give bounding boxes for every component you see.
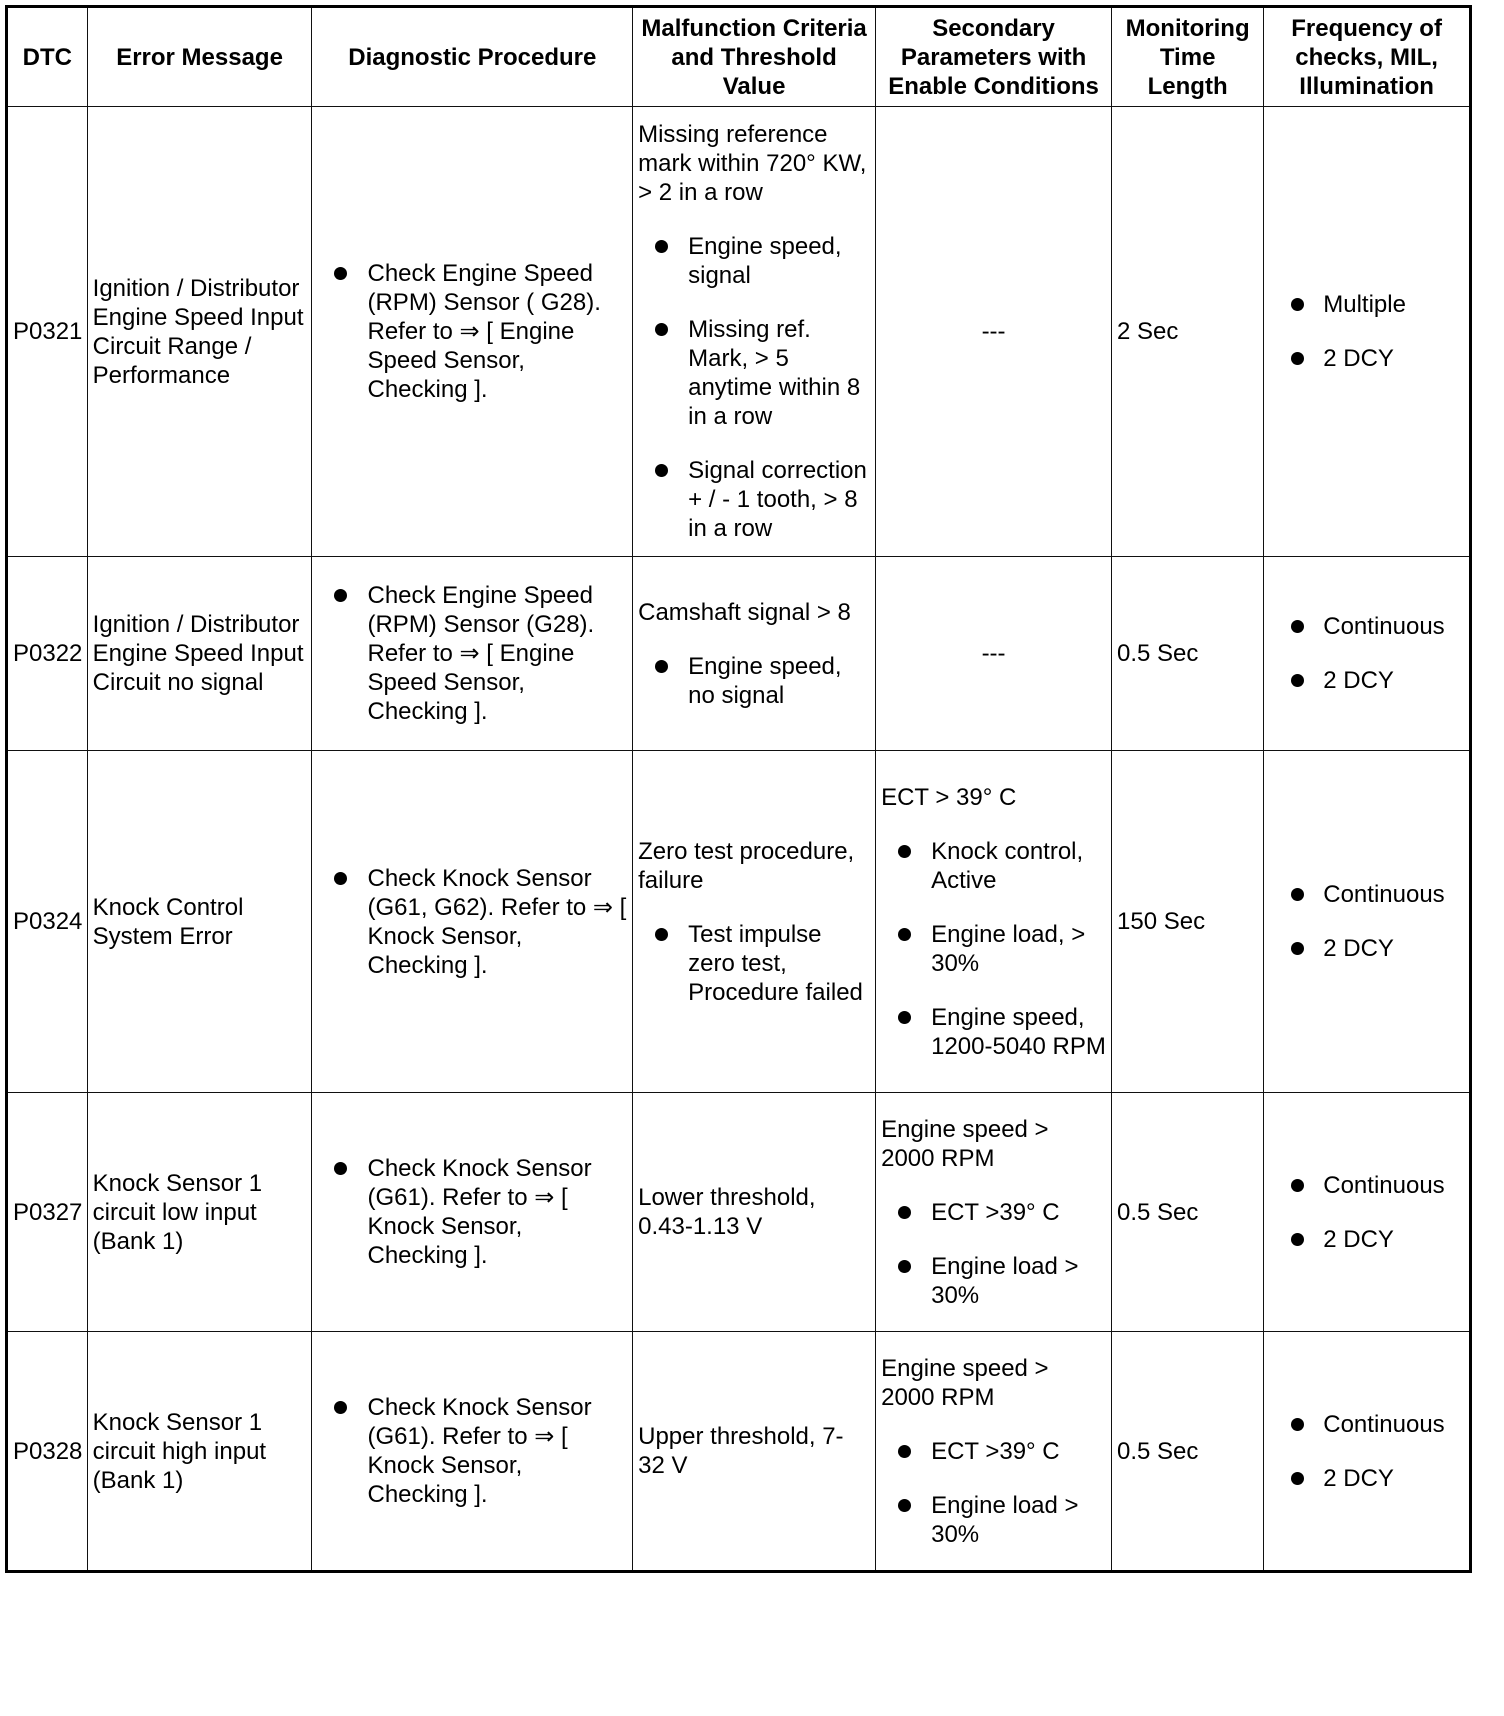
secondary-parameters [876,557,1112,751]
frequency-value-item [1269,666,1464,695]
bullet-icon [898,1011,911,1024]
header-error-message: Error Message [87,7,312,107]
frequency-value-text: 2 DCY [1323,345,1394,372]
diagnostic-step-list [317,864,627,980]
frequency-value-text: 2 DCY [1323,1464,1394,1492]
header-malfunction-criteria: Malfunction Criteria and Threshold Value [633,7,876,107]
malfunction-condition-item [638,456,870,543]
malfunction-condition-item [638,920,870,1007]
bullet-icon [898,1260,911,1273]
enable-condition-item [881,1003,1106,1061]
enable-condition-text: Engine load > 30% [931,1491,1079,1548]
bullet-icon [898,928,911,941]
bullet-icon [1291,352,1304,365]
malfunction-criteria [633,107,876,557]
enable-condition-item [881,1491,1106,1549]
malfunction-criteria [633,1093,876,1332]
secondary-parameters [876,107,1112,557]
frequency-value-item [1269,612,1464,641]
frequency-value-item [1269,934,1464,963]
secondary-head: --- [981,318,1006,345]
bullet-icon [1291,674,1304,687]
frequency-value-text: Continuous [1323,881,1445,908]
frequency-value-list [1269,1410,1464,1493]
malfunction-head: Camshaft signal > 8 [638,598,851,626]
diagnostic-step-item [317,259,627,404]
malfunction-condition-list [638,232,870,543]
malfunction-head: Lower threshold, 0.43-1.13 V [638,1184,816,1240]
dtc-table [5,5,1472,1573]
malfunction-condition-text: Engine speed, signal [688,233,842,289]
header-diagnostic-procedure: Diagnostic Procedure [312,7,633,107]
bullet-icon [655,240,668,253]
frequency [1264,557,1471,751]
enable-condition-text: Knock control, Active [931,837,1084,894]
diagnostic-step-item [317,864,627,980]
bullet-icon [655,464,668,477]
frequency-value-item [1269,1464,1464,1493]
table-header [7,7,1471,107]
malfunction-criteria [633,1332,876,1572]
error-message: Knock Sensor 1 circuit low input (Bank 1) [87,1093,312,1332]
bullet-icon [334,589,347,602]
enable-condition-item [881,1198,1106,1227]
bullet-icon [334,1401,347,1414]
diagnostic-step-text: Check Knock Sensor (G61, G62). Refer to ⇒ [ Knock Sensor, Checking ]. [367,864,627,979]
enable-condition-list [881,1437,1106,1549]
enable-condition-item [881,920,1106,978]
frequency-value-item [1269,1410,1464,1439]
malfunction-head: Missing reference mark within 720° KW, > 2 in a row [638,121,867,206]
frequency-value-item [1269,344,1464,373]
table-row [7,1093,1471,1332]
diagnostic-procedure [312,751,633,1093]
enable-condition-item [881,1437,1106,1466]
bullet-icon [1291,298,1304,311]
bullet-icon [1291,942,1304,955]
diagnostic-step-list [317,1393,627,1509]
frequency-value-text: Multiple [1323,291,1406,318]
dtc-code: P0328 [7,1332,88,1572]
diagnostic-procedure [312,1332,633,1572]
secondary-head: ECT > 39° C [881,783,1017,811]
error-message: Knock Control System Error [87,751,312,1093]
malfunction-condition-text: Engine speed, no signal [688,652,842,709]
diagnostic-step-list [317,1154,627,1270]
enable-condition-text: Engine load, > 30% [931,920,1086,977]
frequency-value-item [1269,880,1464,909]
table-row [7,1332,1471,1572]
frequency-value-list [1269,1171,1464,1254]
malfunction-condition-list [638,652,870,710]
bullet-icon [655,660,668,673]
monitoring-time: 0.5 Sec [1112,1332,1264,1572]
bullet-icon [1291,1179,1304,1192]
malfunction-condition-text: Missing ref. Mark, > 5 anytime within 8 in a row [688,316,861,430]
frequency-value-text: Continuous [1323,1171,1445,1199]
error-message: Knock Sensor 1 circuit high input (Bank 1) [87,1332,312,1572]
frequency-value-item [1269,1225,1464,1254]
diagnostic-step-item [317,1393,627,1509]
enable-condition-text: Engine load > 30% [931,1252,1079,1309]
secondary-head: --- [981,640,1006,667]
monitoring-time: 0.5 Sec [1112,557,1264,751]
header-secondary-parameters: Secondary Parameters with Enable Conditions [876,7,1112,107]
bullet-icon [1291,1418,1304,1431]
diagnostic-procedure [312,557,633,751]
bullet-icon [1291,888,1304,901]
malfunction-condition-item [638,315,870,431]
frequency-value-item [1269,290,1464,319]
malfunction-criteria [633,751,876,1093]
bullet-icon [334,267,347,280]
frequency-value-list [1269,612,1464,695]
header-dtc: DTC [7,7,88,107]
secondary-parameters [876,1093,1112,1332]
header-frequency: Frequency of checks, MIL, Illumination [1264,7,1471,107]
table-row [7,751,1471,1093]
dtc-code: P0327 [7,1093,88,1332]
bullet-icon [655,323,668,336]
frequency-value-text: 2 DCY [1323,935,1394,962]
bullet-icon [334,1162,347,1175]
diagnostic-step-text: Check Engine Speed (RPM) Sensor ( G28). Refer to ⇒ [ Engine Speed Sensor, Checking ]. [367,260,601,403]
malfunction-condition-item [638,232,870,290]
error-message: Ignition / Distributor Engine Speed Input Circuit no signal [87,557,312,751]
frequency-value-text: Continuous [1323,613,1445,640]
secondary-head: Engine speed > 2000 RPM [881,1354,1049,1411]
enable-condition-item [881,1252,1106,1310]
diagnostic-step-text: Check Knock Sensor (G61). Refer to ⇒ [ Knock Sensor, Checking ]. [367,1394,592,1508]
bullet-icon [1291,1233,1304,1246]
table-row [7,557,1471,751]
frequency [1264,1332,1471,1572]
malfunction-condition-text: Signal correction + / - 1 tooth, > 8 in a row [688,457,867,542]
table-row [7,107,1471,557]
frequency [1264,751,1471,1093]
monitoring-time: 150 Sec [1112,751,1264,1093]
dtc-code: P0322 [7,557,88,751]
enable-condition-text: Engine speed, 1200-5040 RPM [931,1003,1106,1060]
frequency-value-text: 2 DCY [1323,667,1394,694]
diagnostic-step-item [317,1154,627,1270]
bullet-icon [898,1206,911,1219]
enable-condition-text: ECT >39° C [931,1198,1060,1226]
error-message: Ignition / Distributor Engine Speed Input Circuit Range / Performance [87,107,312,557]
monitoring-time: 2 Sec [1112,107,1264,557]
malfunction-criteria [633,557,876,751]
dtc-code: P0324 [7,751,88,1093]
diagnostic-procedure [312,107,633,557]
bullet-icon [898,845,911,858]
diagnostic-step-list [317,581,627,726]
diagnostic-step-list [317,259,627,404]
diagnostic-step-text: Check Knock Sensor (G61). Refer to ⇒ [ Knock Sensor, Checking ]. [367,1155,592,1269]
diagnostic-procedure [312,1093,633,1332]
enable-condition-item [881,837,1106,895]
secondary-head: Engine speed > 2000 RPM [881,1115,1049,1172]
diagnostic-step-item [317,581,627,726]
monitoring-time: 0.5 Sec [1112,1093,1264,1332]
frequency [1264,1093,1471,1332]
frequency-value-list [1269,880,1464,963]
bullet-icon [1291,1472,1304,1485]
table-body [7,107,1471,1572]
secondary-parameters [876,751,1112,1093]
malfunction-head: Zero test procedure, failure [638,837,855,894]
bullet-icon [1291,620,1304,633]
diagnostic-step-text: Check Engine Speed (RPM) Sensor (G28). Refer to ⇒ [ Engine Speed Sensor, Checking ]. [367,582,595,725]
bullet-icon [334,872,347,885]
frequency [1264,107,1471,557]
malfunction-condition-item [638,652,870,710]
header-row [7,7,1471,107]
enable-condition-list [881,837,1106,1061]
malfunction-condition-text: Test impulse zero test, Procedure failed [688,920,863,1006]
frequency-value-text: 2 DCY [1323,1225,1394,1253]
bullet-icon [655,928,668,941]
malfunction-condition-list [638,920,870,1007]
enable-condition-text: ECT >39° C [931,1437,1060,1465]
header-monitoring-time: Monitoring Time Length [1112,7,1264,107]
malfunction-head: Upper threshold, 7-32 V [638,1423,844,1479]
frequency-value-item [1269,1171,1464,1200]
dtc-code: P0321 [7,107,88,557]
bullet-icon [898,1445,911,1458]
frequency-value-list [1269,290,1464,373]
secondary-parameters [876,1332,1112,1572]
frequency-value-text: Continuous [1323,1410,1445,1438]
enable-condition-list [881,1198,1106,1310]
bullet-icon [898,1499,911,1512]
